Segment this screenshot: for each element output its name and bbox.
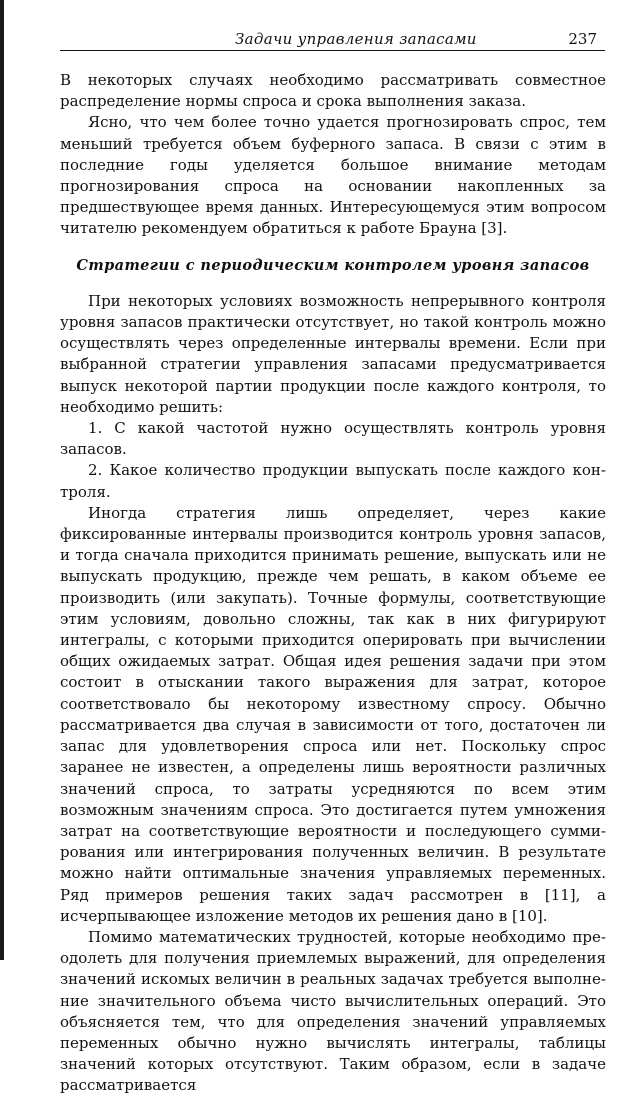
running-title: Задачи управления запасами bbox=[235, 30, 477, 48]
page-edge-shadow bbox=[0, 0, 4, 960]
list-item-1: 1. С какой частотой нужно осуществлять контроль уровня запасов. bbox=[60, 419, 606, 459]
header-rule bbox=[60, 50, 605, 51]
section-heading: Стратегии с периодическим контролем уровня запасов bbox=[76, 256, 590, 274]
list-item-2: 2. Какое количество продукции выпускать после каждого контроля. bbox=[60, 461, 606, 501]
paragraph-2: Ясно, что чем более точно удается прогнозировать спрос, тем меньший требуется объем буферного запаса. В связи с этим в последние годы уделяется большое внимание методам прогнозирования спроса на основании накопленных за предшествующее время данных. Интересующемуся этим вопросом читателю рекомендуем обратиться к работе Брауна [3]. bbox=[60, 113, 606, 238]
paragraph-4: Иногда стратегия лишь определяет, через какие фиксированные интервалы производится контроль уровня запасов, и тогда сначала приходится принимать решение, выпускать или не выпускать продукцию, прежде чем решать, в каком объеме ее производить (или закупать). Точные формулы, соответствующие этим условиям, довольно сложны, так как в них фигурируют интегралы, с которыми приходится оперировать при вычислении общих ожидаемых затрат. Общая идея решения задачи при этом состоит в отыскании такого выражения для затрат, которое соответствовало бы некоторому известному спросу. Обычно рассматривается два случая в зависимости от того, достаточен ли запас для удовлетворения спроса или нет. Поскольку спрос заранее не известен, а определены лишь вероятности различных значений спроса, то затраты усредняются по всем этим возможным значениям спроса. Это достигается путем умножения затрат на соответствующие вероятности и последующего суммирования или интегрирования полученных величин. В результате можно найти оптимальные значения управляемых переменных. Ряд примеров решения таких задач рассмотрен в [11], а исчерпывающее изложение методов их решения дано в [10]. bbox=[60, 503, 606, 925]
page-header bbox=[60, 28, 605, 50]
paragraph-3: При некоторых условиях возможность непрерывного контроля уровня запасов практически отсутствует, но такой контроль можно осуществлять через определенные интервалы времени. Если при выбранной стратегии управления запасами предусматривается выпуск некоторой партии продукции после каждого контроля, то необходимо решить: bbox=[60, 291, 606, 416]
paragraph-1: В некоторых случаях необходимо рассматривать совместное распределение нормы спроса и срока выполнения заказа. bbox=[60, 71, 606, 111]
page-body bbox=[60, 70, 606, 1097]
paragraph-5: Помимо математических трудностей, которые необходимо преодолеть для получения приемлемых выражений, для определения значений искомых величин в реальных задачах требуется выполнение значительного объема чисто вычислительных операций. Это объясняется тем, что для определения значений управляемых переменных обычно нужно вычислять интегралы, таблицы значений которых отсутствуют. Таким образом, если в задаче рассматривается bbox=[60, 927, 606, 1095]
page-number: 237 bbox=[568, 30, 597, 48]
